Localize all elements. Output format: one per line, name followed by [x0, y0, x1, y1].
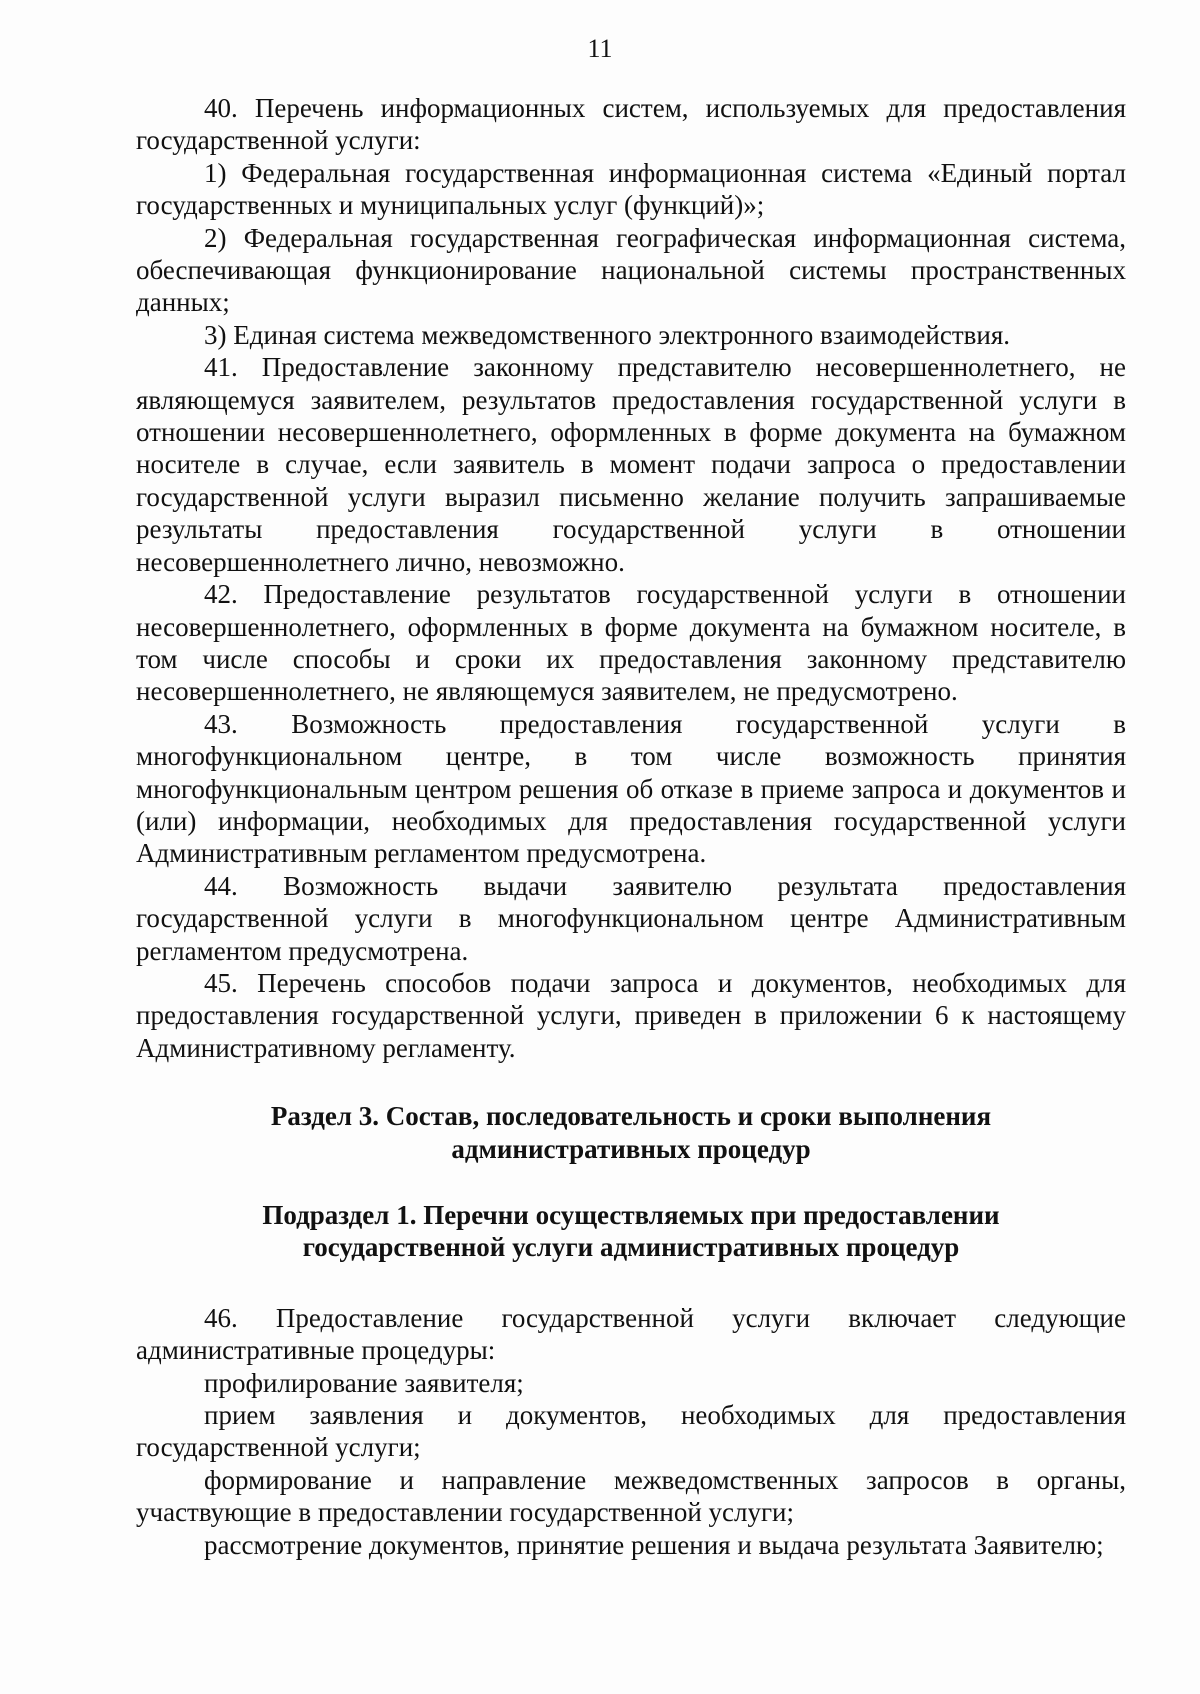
- list-item-3: 3) Единая система межведомственного электронного взаимодействия.: [204, 319, 1010, 350]
- section-heading: [136, 1100, 1126, 1165]
- procedure-item-reception: прием заявления и документов, необходимых для предоставления государственной услуги;: [136, 1400, 1126, 1463]
- paragraph-46: 46. Предоставление государственной услуги включает следующие административные процедуры:: [136, 1302, 1126, 1366]
- subsection-heading-line-2: государственной услуги административных процедур: [302, 1232, 960, 1263]
- procedure-item-interagency-requests: формирование и направление межведомственных запросов в органы, участвующие в предоставлении государственной услуги;: [136, 1464, 1126, 1528]
- section-heading-line-2: административных процедур: [451, 1133, 811, 1164]
- paragraph-43: 43. Возможность предоставления государственной услуги в многофункциональном центре, в том числе возможность принятия многофункциональным центром решения об отказе в приеме запроса и документов и (или) информации, необходимых для предоставления государственной услуги Административным регламентом предусмотрена.: [136, 708, 1126, 869]
- paragraph-40: 40. Перечень информационных систем, используемых для предоставления государственной услуги:: [136, 93, 1126, 156]
- page-number: 11: [587, 34, 613, 63]
- paragraph-45: 45. Перечень способов подачи запроса и документов, необходимых для предоставления государственной услуги, приведен в приложении 6 к настоящему Административному регламенту.: [136, 967, 1126, 1063]
- procedure-item-review-decision: рассмотрение документов, принятие решения и выдача результата Заявителю;: [204, 1529, 1104, 1560]
- paragraph-44: 44. Возможность выдачи заявителю результата предоставления государственной услуги в многофункциональном центре Административным регламентом предусмотрена.: [136, 870, 1126, 966]
- paragraph-41: 41. Предоставление законному представителю несовершеннолетнего, не являющемуся заявителем, результатов предоставления государственной услуги в отношении несовершеннолетнего, оформленных в форме документа на бумажном носителе в случае, если заявитель в момент подачи запроса о предоставлении государственной услуги выразил письменно желание получить запрашиваемые результаты предоставления государственной услуги в отношении несовершеннолетнего лично, невозможно.: [136, 352, 1126, 577]
- section-heading-line-1: Раздел 3. Состав, последовательность и сроки выполнения: [270, 1101, 992, 1132]
- subsection-heading: [136, 1199, 1126, 1264]
- subsection-heading-line-1: Подраздел 1. Перечни осуществляемых при предоставлении: [262, 1200, 1000, 1230]
- procedure-item-profiling: профилирование заявителя;: [204, 1367, 524, 1398]
- paragraph-42: 42. Предоставление результатов государственной услуги в отношении несовершеннолетнего, оформленных в форме документа на бумажном носителе, в том числе способы и сроки их предоставления законному представителю несовершеннолетнего, не являющемуся заявителем, не предусмотрено.: [136, 579, 1126, 707]
- document-body: [136, 92, 1126, 1561]
- list-item-1: 1) Федеральная государственная информационная система «Единый портал государственных и муниципальных услуг (функций)»;: [136, 157, 1126, 221]
- list-item-2: 2) Федеральная государственная географическая информационная система, обеспечивающая функционирование национальной системы пространственных данных;: [136, 222, 1126, 318]
